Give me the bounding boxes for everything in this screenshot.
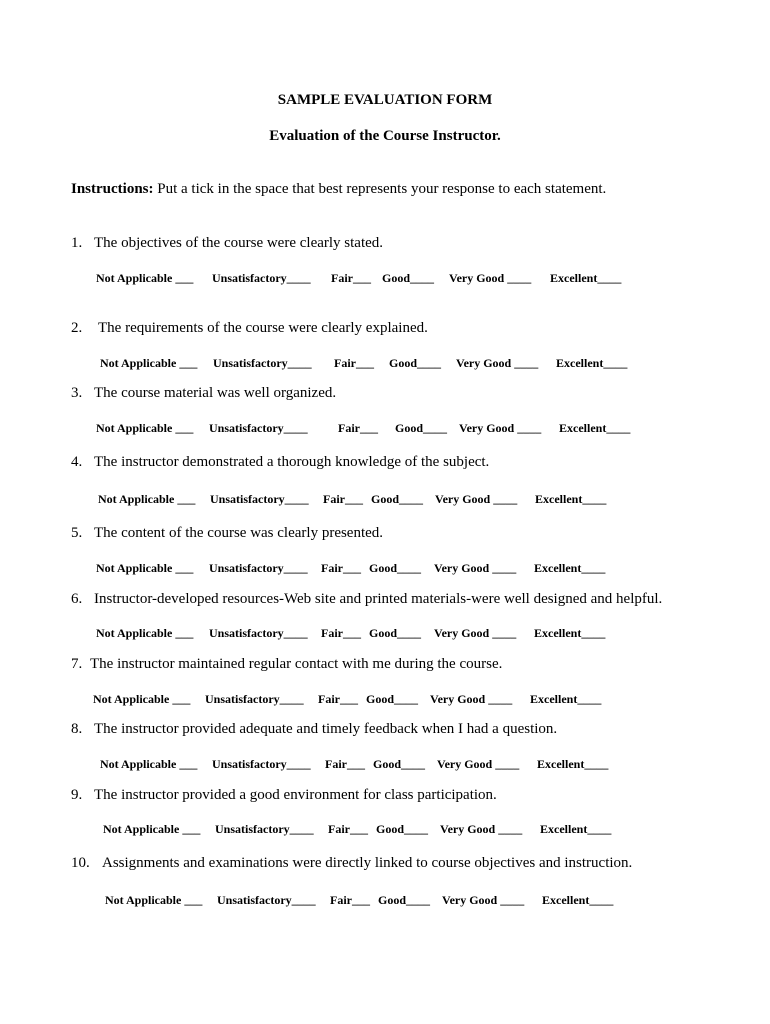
rating-options-6 bbox=[0, 626, 770, 642]
option-excellent[interactable]: Excellent____ bbox=[542, 893, 614, 907]
question-number: 6. bbox=[71, 591, 83, 607]
question-text: The objectives of the course were clearly stated. bbox=[94, 235, 384, 251]
option-not-applicable[interactable]: Not Applicable ___ bbox=[103, 822, 201, 836]
option-fair[interactable]: Fair___ bbox=[334, 356, 374, 370]
option-fair[interactable]: Fair___ bbox=[338, 421, 378, 435]
option-not-applicable[interactable]: Not Applicable ___ bbox=[100, 356, 198, 370]
question-text: The instructor provided adequate and timely feedback when I had a question. bbox=[94, 721, 558, 737]
option-very-good[interactable]: Very Good ____ bbox=[435, 492, 518, 506]
question-number: 2. bbox=[71, 320, 83, 336]
option-unsatisfactory[interactable]: Unsatisfactory____ bbox=[213, 356, 312, 370]
option-very-good[interactable]: Very Good ____ bbox=[434, 626, 517, 640]
option-unsatisfactory[interactable]: Unsatisfactory____ bbox=[217, 893, 316, 907]
option-not-applicable[interactable]: Not Applicable ___ bbox=[105, 893, 203, 907]
option-excellent[interactable]: Excellent____ bbox=[530, 692, 602, 706]
option-very-good[interactable]: Very Good ____ bbox=[440, 822, 523, 836]
option-unsatisfactory[interactable]: Unsatisfactory____ bbox=[210, 492, 309, 506]
option-good[interactable]: Good____ bbox=[373, 757, 426, 771]
option-excellent[interactable]: Excellent____ bbox=[540, 822, 612, 836]
option-not-applicable[interactable]: Not Applicable ___ bbox=[100, 757, 198, 771]
rating-options-10 bbox=[0, 893, 770, 909]
instructions-label: Instructions: bbox=[71, 181, 154, 197]
option-fair[interactable]: Fair___ bbox=[323, 492, 363, 506]
question-5 bbox=[71, 525, 383, 542]
option-fair[interactable]: Fair___ bbox=[318, 692, 358, 706]
option-good[interactable]: Good____ bbox=[395, 421, 448, 435]
instructions bbox=[71, 181, 606, 198]
question-text: Assignments and examinations were directly linked to course objectives and instruction. bbox=[102, 855, 633, 871]
question-7 bbox=[71, 656, 502, 673]
instructions-text: Put a tick in the space that best represents your response to each statement. bbox=[153, 181, 607, 197]
option-fair[interactable]: Fair___ bbox=[331, 271, 371, 285]
form-title: SAMPLE EVALUATION FORM bbox=[277, 92, 493, 108]
option-fair[interactable]: Fair___ bbox=[325, 757, 365, 771]
option-excellent[interactable]: Excellent____ bbox=[534, 626, 606, 640]
question-number: 7. bbox=[71, 656, 83, 672]
option-fair[interactable]: Fair___ bbox=[321, 561, 361, 575]
question-text: The course material was well organized. bbox=[94, 385, 337, 401]
option-good[interactable]: Good____ bbox=[369, 626, 422, 640]
rating-options-2 bbox=[0, 356, 770, 372]
option-very-good[interactable]: Very Good ____ bbox=[437, 757, 520, 771]
option-unsatisfactory[interactable]: Unsatisfactory____ bbox=[215, 822, 314, 836]
question-10 bbox=[71, 855, 632, 872]
question-number: 9. bbox=[71, 787, 83, 803]
option-very-good[interactable]: Very Good ____ bbox=[442, 893, 525, 907]
question-1 bbox=[71, 235, 383, 252]
option-very-good[interactable]: Very Good ____ bbox=[434, 561, 517, 575]
question-2 bbox=[71, 320, 428, 337]
question-text: The instructor provided a good environment for class participation. bbox=[94, 787, 497, 803]
option-not-applicable[interactable]: Not Applicable ___ bbox=[98, 492, 196, 506]
option-good[interactable]: Good____ bbox=[366, 692, 419, 706]
option-unsatisfactory[interactable]: Unsatisfactory____ bbox=[209, 561, 308, 575]
option-very-good[interactable]: Very Good ____ bbox=[449, 271, 532, 285]
rating-options-4 bbox=[0, 492, 770, 508]
option-excellent[interactable]: Excellent____ bbox=[537, 757, 609, 771]
option-very-good[interactable]: Very Good ____ bbox=[430, 692, 513, 706]
rating-options-9 bbox=[0, 822, 770, 838]
option-unsatisfactory[interactable]: Unsatisfactory____ bbox=[212, 757, 311, 771]
question-text: The instructor maintained regular contact with me during the course. bbox=[90, 656, 503, 672]
question-8 bbox=[71, 721, 557, 738]
option-fair[interactable]: Fair___ bbox=[330, 893, 370, 907]
question-4 bbox=[71, 454, 489, 471]
option-good[interactable]: Good____ bbox=[376, 822, 429, 836]
option-not-applicable[interactable]: Not Applicable ___ bbox=[96, 421, 194, 435]
question-number: 8. bbox=[71, 721, 83, 737]
option-unsatisfactory[interactable]: Unsatisfactory____ bbox=[212, 271, 311, 285]
option-excellent[interactable]: Excellent____ bbox=[550, 271, 622, 285]
question-6 bbox=[71, 591, 662, 608]
question-text: The content of the course was clearly presented. bbox=[94, 525, 384, 541]
option-very-good[interactable]: Very Good ____ bbox=[456, 356, 539, 370]
rating-options-3 bbox=[0, 421, 770, 437]
option-excellent[interactable]: Excellent____ bbox=[535, 492, 607, 506]
question-3 bbox=[71, 385, 336, 402]
option-fair[interactable]: Fair___ bbox=[321, 626, 361, 640]
option-good[interactable]: Good____ bbox=[382, 271, 435, 285]
question-number: 10. bbox=[71, 855, 90, 871]
question-number: 1. bbox=[71, 235, 83, 251]
rating-options-8 bbox=[0, 757, 770, 773]
option-good[interactable]: Good____ bbox=[389, 356, 442, 370]
option-unsatisfactory[interactable]: Unsatisfactory____ bbox=[205, 692, 304, 706]
question-text: Instructor-developed resources-Web site and printed materials-were well designed and helpful. bbox=[94, 591, 663, 607]
option-not-applicable[interactable]: Not Applicable ___ bbox=[96, 626, 194, 640]
option-excellent[interactable]: Excellent____ bbox=[534, 561, 606, 575]
option-unsatisfactory[interactable]: Unsatisfactory____ bbox=[209, 626, 308, 640]
option-not-applicable[interactable]: Not Applicable ___ bbox=[96, 271, 194, 285]
question-number: 5. bbox=[71, 525, 83, 541]
option-good[interactable]: Good____ bbox=[371, 492, 424, 506]
question-9 bbox=[71, 787, 497, 804]
question-number: 3. bbox=[71, 385, 83, 401]
rating-options-7 bbox=[0, 692, 770, 708]
question-text: The requirements of the course were clearly explained. bbox=[98, 320, 428, 336]
option-not-applicable[interactable]: Not Applicable ___ bbox=[93, 692, 191, 706]
option-good[interactable]: Good____ bbox=[369, 561, 422, 575]
question-text: The instructor demonstrated a thorough knowledge of the subject. bbox=[94, 454, 490, 470]
option-very-good[interactable]: Very Good ____ bbox=[459, 421, 542, 435]
option-excellent[interactable]: Excellent____ bbox=[556, 356, 628, 370]
option-unsatisfactory[interactable]: Unsatisfactory____ bbox=[209, 421, 308, 435]
rating-options-5 bbox=[0, 561, 770, 577]
option-not-applicable[interactable]: Not Applicable ___ bbox=[96, 561, 194, 575]
rating-options-1 bbox=[0, 271, 770, 287]
option-excellent[interactable]: Excellent____ bbox=[559, 421, 631, 435]
form-subtitle: Evaluation of the Course Instructor. bbox=[269, 128, 501, 144]
option-fair[interactable]: Fair___ bbox=[328, 822, 368, 836]
question-number: 4. bbox=[71, 454, 83, 470]
option-good[interactable]: Good____ bbox=[378, 893, 431, 907]
